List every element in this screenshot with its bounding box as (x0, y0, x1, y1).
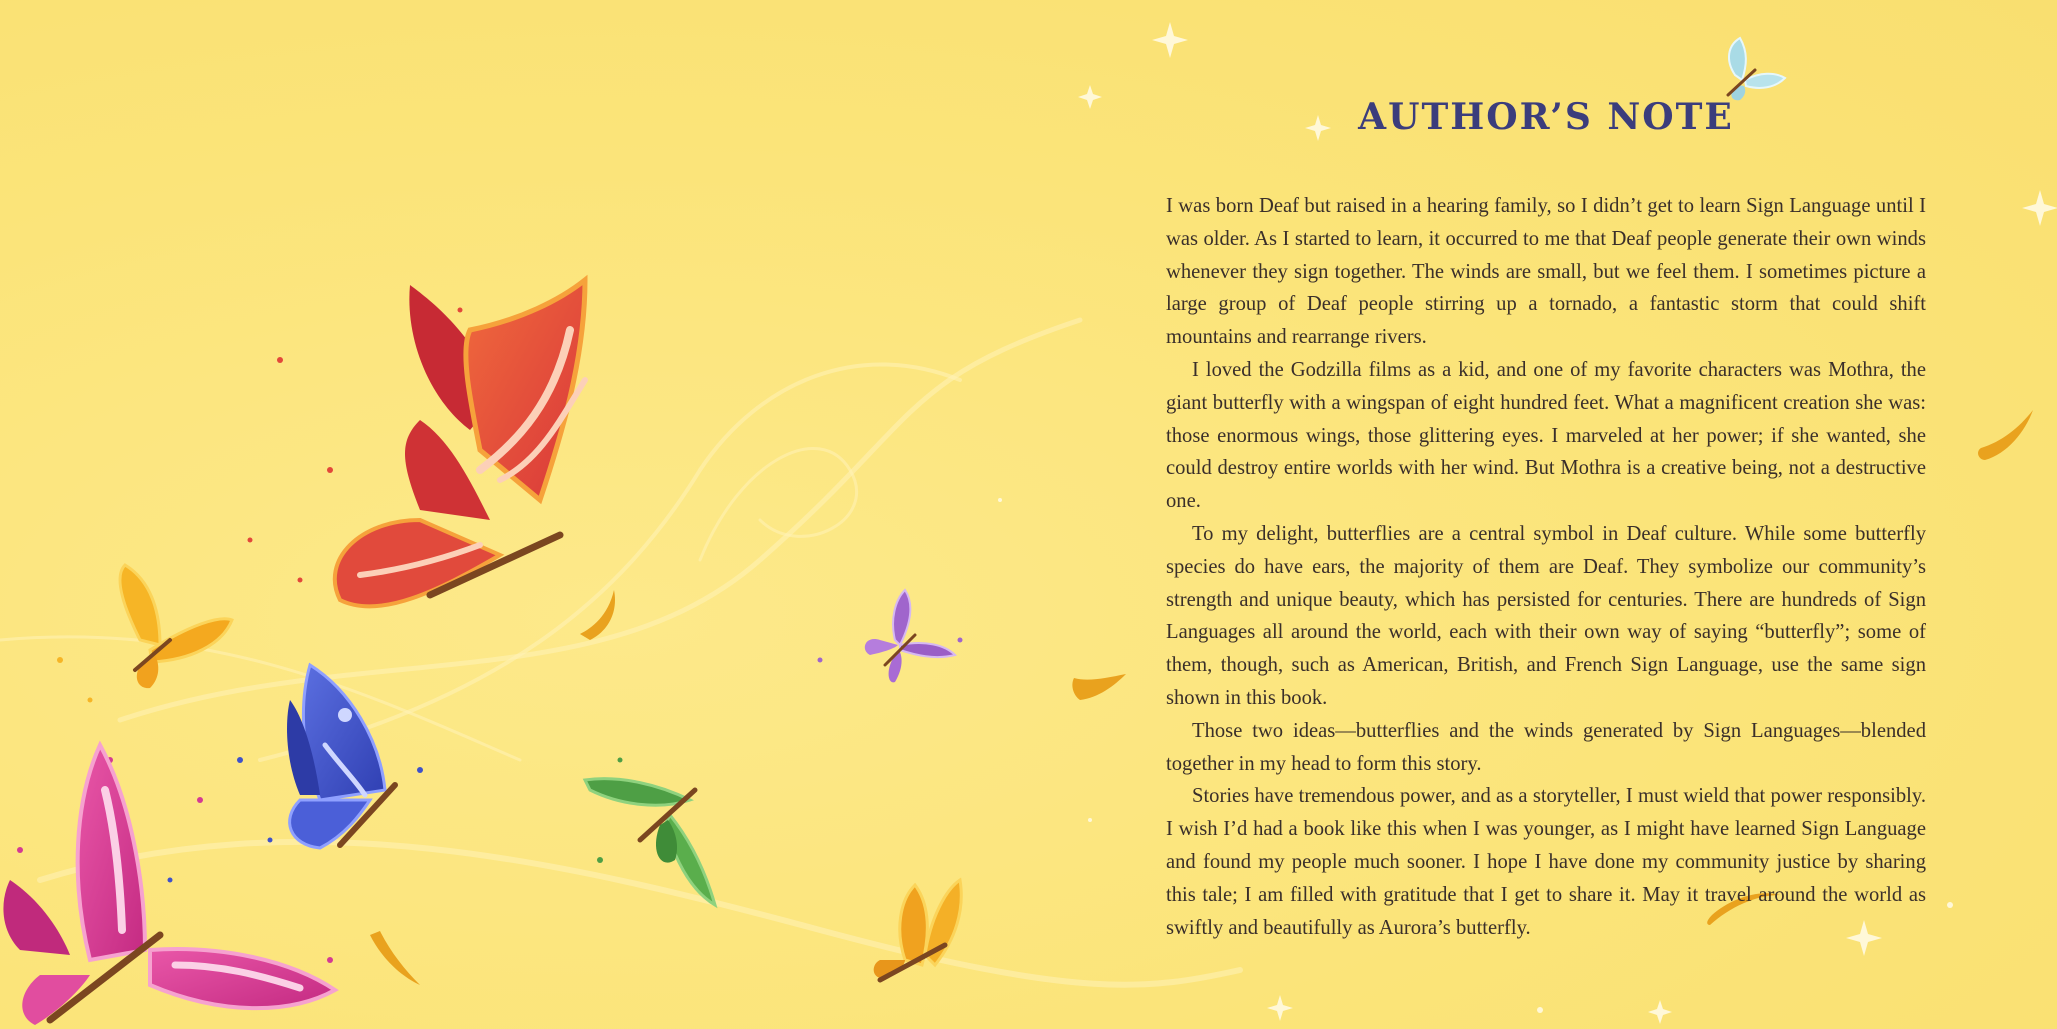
light-blue-butterfly (1728, 38, 1785, 100)
note-paragraph-2: I loved the Godzilla films as a kid, and one of my favorite characters was Mothra, the giant butterfly with a wingspan of eight hundred feet. What a magnificent creation she was: those enormous wings, those glittering eyes. I marveled at her power; if she wanted, she could destroy entire worlds with her wind. But Mothra is a creative being, not a destructive one. (1166, 358, 1926, 513)
note-paragraph-5: Stories have tremendous power, and as a storyteller, I must wield that power responsibly. I wish I’d had a book like this when I was younger, as I might have learned Sign Language and found my people much sooner. I hope I have done my community justice by sharing this tale; I am filled with gratitude that I get to share it. May it travel around the world as swiftly and beautifully as Aurora’s butterfly. (1166, 785, 1926, 939)
blue-butterfly (287, 665, 395, 848)
note-paragraph-3: To my delight, butterflies are a central symbol in Deaf culture. While some butterfly species do have ears, the majority of them are Deaf. They symbolize our community’s strength and unique beauty, which has persisted for centuries. There are hundreds of Sign Languages all around the world, each with their own way of saying “butterfly”; some of them, though, such as American, British, and French Sign Language, use the same sign shown in this book. (1166, 522, 1926, 709)
purple-butterfly (865, 590, 955, 682)
note-paragraph-4: Those two ideas—butterflies and the winds generated by Sign Languages—blended together in my head to form this story. (1166, 719, 1926, 775)
note-paragraph-1: I was born Deaf but raised in a hearing family, so I didn’t get to learn Sign Language until I was older. As I started to learn, it occurred to me that Deaf people generate their own winds whenever they sign together. The winds are small, but we feel them. I sometimes picture a large group of Deaf people stirring up a tornado, a fantastic storm that could shift mountains and rearrange rivers. (1166, 195, 1926, 349)
orange-butterfly (874, 880, 962, 980)
note-body (1166, 190, 1926, 944)
yellow-butterfly-left (120, 565, 232, 688)
pink-butterfly (3, 745, 335, 1025)
red-butterfly (335, 280, 585, 606)
page-title: AUTHOR’S NOTE (1358, 96, 1734, 138)
